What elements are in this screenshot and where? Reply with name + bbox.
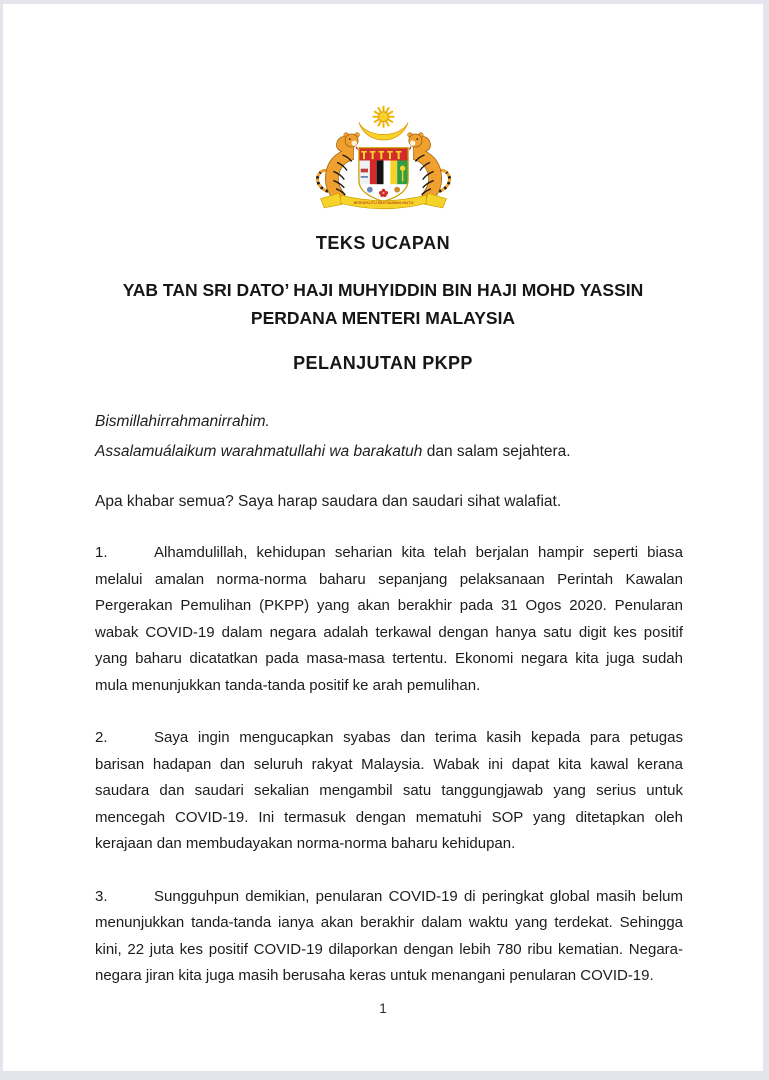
document-type-heading: TEKS UCAPAN [315,233,451,253]
paragraph-1 [95,540,683,699]
paragraph-2-number: 2. [95,729,108,746]
sun-icon [378,112,388,122]
paragraph-1-number: 1. [95,544,108,561]
speech-body [95,540,683,990]
paragraph-3-text: Sungguhpun demikian, penularan COVID-19 di peringkat global masih belum menunjukkan tanda-tanda ianya akan berakhir dalam waktu yang terdekat. Sehingga kini, 22 juta kes positif COVID-19 dilaporkan dengan lebih 780 ribu kematian. Negara-negara jiran kita juga masih berusaha keras untuk menangani penularan COVID-19. [95,887,683,984]
tiger-supporter-icon [317,133,359,201]
bismillah-line: Bismillahirrahmanirrahim. [95,413,270,430]
paragraph-3 [95,884,683,990]
emblem-motto: BERSEKUTU BERTAMBAH MUTU [353,200,413,205]
malaysia-coat-of-arms-icon [3,104,763,217]
salutation-arabic: Assalamuálaikum warahmatullahi wa barakatuh [95,443,423,460]
paragraph-2-text: Saya ingin mengucapkan syabas dan terima kasih kepada para petugas barisan hadapan dan seluruh rakyat Malaysia. Wabak ini dapat kita kawal kerana saudara dan saudari sekalian mengambil satu tanggungjawab yang serius untuk mencegah COVID-19. Ini termasuk dengan mematuhi SOP yang ditetapkan oleh kerajaan dan membudayakan norma-norma baharu kehidupan. [95,729,683,852]
speaker-name-heading [3,276,763,332]
speaker-name-line: YAB TAN SRI DATO’ HAJI MUHYIDDIN BIN HAJI MOHD YASSIN [122,280,644,300]
paragraph-3-number: 3. [95,887,108,905]
greeting-line: Apa khabar semua? Saya harap saudara dan saudari sihat walafiat. [95,493,562,510]
speech-title: PELANJUTAN PKPP [293,353,473,373]
paragraph-2 [95,725,683,858]
page-number: 1 [379,1001,387,1016]
speaker-title-line: PERDANA MENTERI MALAYSIA [250,308,516,328]
salutation-malay: dan salam sejahtera. [422,443,571,460]
paragraph-1-text: Alhamdulillah, kehidupan seharian kita telah berjalan hampir seperti biasa melalui amalan norma-norma baharu sepanjang pelaksanaan Perintah Kawalan Pergerakan Pemulihan (PKPP) yang akan berakhir pada 31 Ogos 2020. Penularan wabak COVID-19 dalam negara adalah terkawal dengan hanya satu digit kes positif yang baharu dicatatkan pada masa-masa tertentu. Ekonomi negara kita juga sudah mula menunjukkan tanda-tanda positif ke arah pemulihan. [95,544,683,694]
document-page [3,4,763,1071]
salutation-line [95,437,683,467]
